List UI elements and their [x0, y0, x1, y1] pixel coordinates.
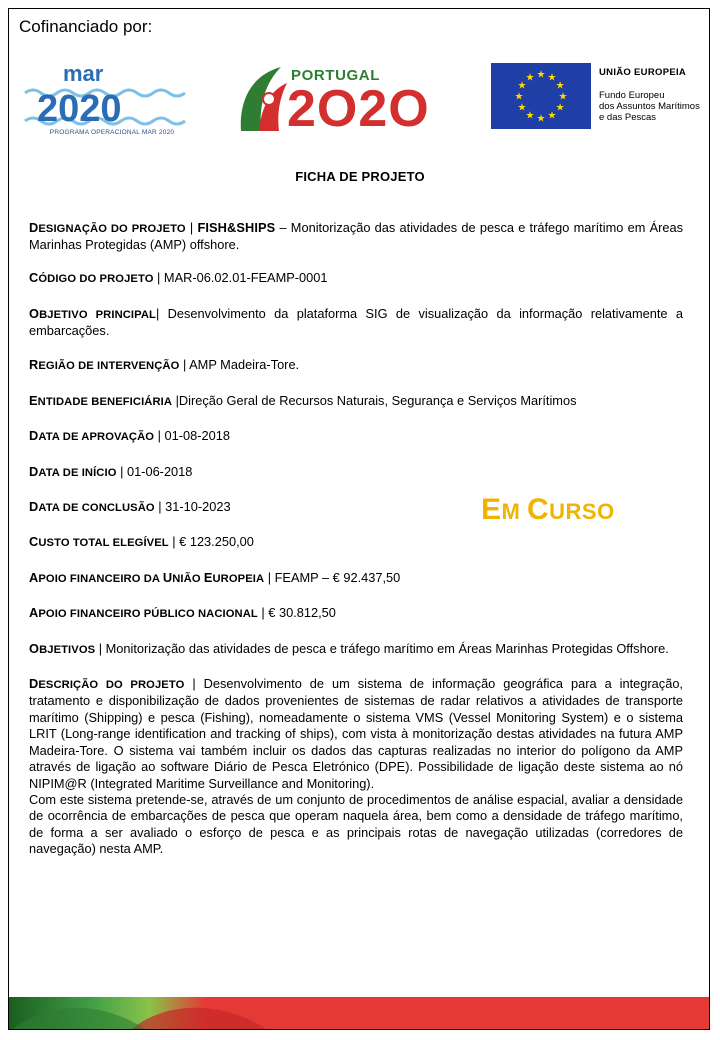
field-apoio-ue — [29, 570, 683, 587]
field-custo-label: CUSTO TOTAL ELEGÍVEL — [29, 534, 169, 550]
field-entidade-value: |Direção Geral de Recursos Naturais, Segurança e Serviços Marítimos — [172, 392, 577, 408]
field-conclusao-value: | 31-10-2023 — [154, 499, 231, 515]
field-objetivo-value: | Desenvolvimento da plataforma SIG de visualização da informação relativamente a embarcações. — [29, 305, 683, 339]
field-regiao-value: | AMP Madeira-Tore. — [179, 357, 300, 373]
portugal-logo-text: PORTUGAL — [291, 67, 380, 84]
eu-star-icon: ★ — [555, 80, 565, 92]
field-objetivos-label: OBJETIVOS — [29, 640, 96, 656]
field-apoio-ue-value: | FEAMP – € 92.437,50 — [264, 569, 401, 585]
status-second-letter: C — [526, 493, 550, 526]
eu-star-icon: ★ — [517, 80, 527, 92]
eu-star-icon: ★ — [547, 72, 557, 84]
field-inicio-value: | 01-06-2018 — [116, 463, 193, 479]
field-objetivo-label: OBJETIVO PRINCIPAL — [29, 305, 156, 321]
project-details — [29, 220, 683, 858]
eu-star-icon: ★ — [514, 91, 524, 103]
field-designacao-label: DESIGNAÇÃO DO PROJETO — [29, 220, 186, 235]
mar2020-logo-mar-text: mar — [63, 61, 104, 86]
project-name: FISH&SHIPS — [197, 220, 276, 235]
mar2020-logo-year-text: 2020 — [37, 88, 122, 129]
field-descricao — [29, 676, 683, 792]
status-first-letter: E — [481, 493, 502, 526]
page-title: FICHA DE PROJETO — [295, 169, 425, 184]
field-objetivos-value: | Monitorização das atividades de pesca e tráfego marítimo em Áreas Marinhas Protegidas Offshore. — [95, 640, 669, 656]
eu-star-icon: ★ — [536, 113, 546, 125]
eu-star-icon: ★ — [525, 110, 535, 122]
eu-fund-line-2: dos Assuntos Marítimos — [599, 101, 700, 112]
eu-fund-label — [599, 67, 709, 123]
field-custo-value: | € 123.250,00 — [168, 534, 254, 550]
eu-star-icon: ★ — [555, 102, 565, 114]
eu-star-icon: ★ — [558, 91, 568, 103]
eu-stars-ring — [491, 63, 591, 129]
field-codigo-label: CÓDIGO DO PROJETO — [29, 270, 154, 286]
status-rest-2: URSO — [549, 499, 615, 524]
field-aprovacao-label: DATA DE APROVAÇÃO — [29, 428, 155, 444]
mar2020-logo-subtitle: PROGRAMA OPERACIONAL MAR 2020 — [49, 129, 175, 136]
status-rest-1: M — [501, 499, 527, 524]
portugal-logo-year: 2O2O — [287, 80, 430, 138]
field-entidade — [29, 393, 683, 410]
eu-star-icon: ★ — [525, 72, 535, 84]
field-descricao-value: | Desenvolvimento de um sistema de informação geográfica para a integração, tratamento e disponibilização de dados provenientes de sistemas de radar relativos a atividades de transporte marítimo (Shipping) e pesca (Fishing), nomeadamente o sistema VMS (Vessel Monitoring System) e o sistema LRIT (Long-range identification and tracking of ships), com vista à monitorização destas atividades na futura AMP Madeira-Tore. O sistema vai também incluir os dados das capturas realizadas no interior do polígono da AMP através de ligação ao software Diário de Pesca Eletrónico (DPE). Possibilidade de ligação deste sistema ao nó NIPIM@R (Integrated Maritime Surveillance and Monitoring). — [29, 676, 683, 791]
field-apoio-nacional-value: | € 30.812,50 — [257, 605, 336, 621]
field-objetivo — [29, 306, 683, 340]
eu-star-icon: ★ — [547, 110, 557, 122]
eu-star-icon: ★ — [517, 102, 527, 114]
mar2020-logo-graphic — [23, 59, 201, 129]
field-regiao — [29, 357, 683, 374]
field-aprovacao-value: | 01-08-2018 — [154, 428, 230, 444]
field-apoio-nacional-label: APOIO FINANCEIRO PÚBLICO NACIONAL — [29, 605, 258, 621]
field-conclusao-label: DATA DE CONCLUSÃO — [29, 499, 155, 515]
field-objetivos — [29, 641, 683, 658]
field-inicio — [29, 464, 683, 481]
field-apoio-ue-label: APOIO FINANCEIRO DA UNIÃO EUROPEIA — [29, 569, 265, 585]
eu-flag-icon — [491, 63, 591, 129]
field-codigo — [29, 270, 683, 287]
eu-fund-line-3: e das Pescas — [599, 112, 657, 123]
field-regiao-label: REGIÃO DE INTERVENÇÃO — [29, 357, 180, 373]
eu-fund-line-1: Fundo Europeu — [599, 90, 665, 101]
field-designacao-value: – Monitorização das atividades de pesca e tráfego marítimo em Áreas Marinhas Protegidas (AMP) offshore. — [29, 220, 683, 253]
mar2020-logo — [23, 59, 201, 139]
eu-title: UNIÃO EUROPEIA — [599, 67, 687, 78]
field-aprovacao — [29, 428, 683, 445]
eu-fund-name — [599, 90, 709, 123]
eu-star-icon: ★ — [536, 69, 546, 81]
field-apoio-nacional — [29, 605, 683, 622]
field-descricao-label: DESCRIÇÃO DO PROJETO — [29, 676, 185, 692]
field-designacao: DESIGNAÇÃO DO PROJETO | FISH&SHIPS – Monitorização das atividades de pesca e tráfego marítimo em Áreas Marinhas Protegidas (AMP) offshore. — [29, 220, 683, 253]
field-codigo-value: | MAR-06.02.01-FEAMP-0001 — [153, 270, 328, 286]
field-descricao-paragraph-2: Com este sistema pretende-se, através de um conjunto de procedimentos de análise espacial, avaliar a densidade de ocorrência de embarcações de pesca que operam naquela área, bem como a densidade de tráfego marítimo, de forma a ser avaliado o esforço de pesca e as principais rotas de navegação utilizadas (corredores de navegação) nesta AMP. — [29, 791, 683, 857]
cofinanced-by-label: Cofinanciado por: — [19, 17, 153, 36]
field-entidade-label: ENTIDADE BENEFICIÁRIA — [29, 392, 173, 408]
portugal-emblem-icon — [235, 61, 291, 141]
footer-color-bar — [9, 997, 710, 1030]
field-inicio-label: DATA DE INÍCIO — [29, 463, 117, 479]
project-sheet-page — [8, 8, 710, 1030]
field-custo — [29, 534, 683, 551]
portugal2020-logo — [235, 57, 457, 141]
field-conclusao — [29, 499, 683, 516]
